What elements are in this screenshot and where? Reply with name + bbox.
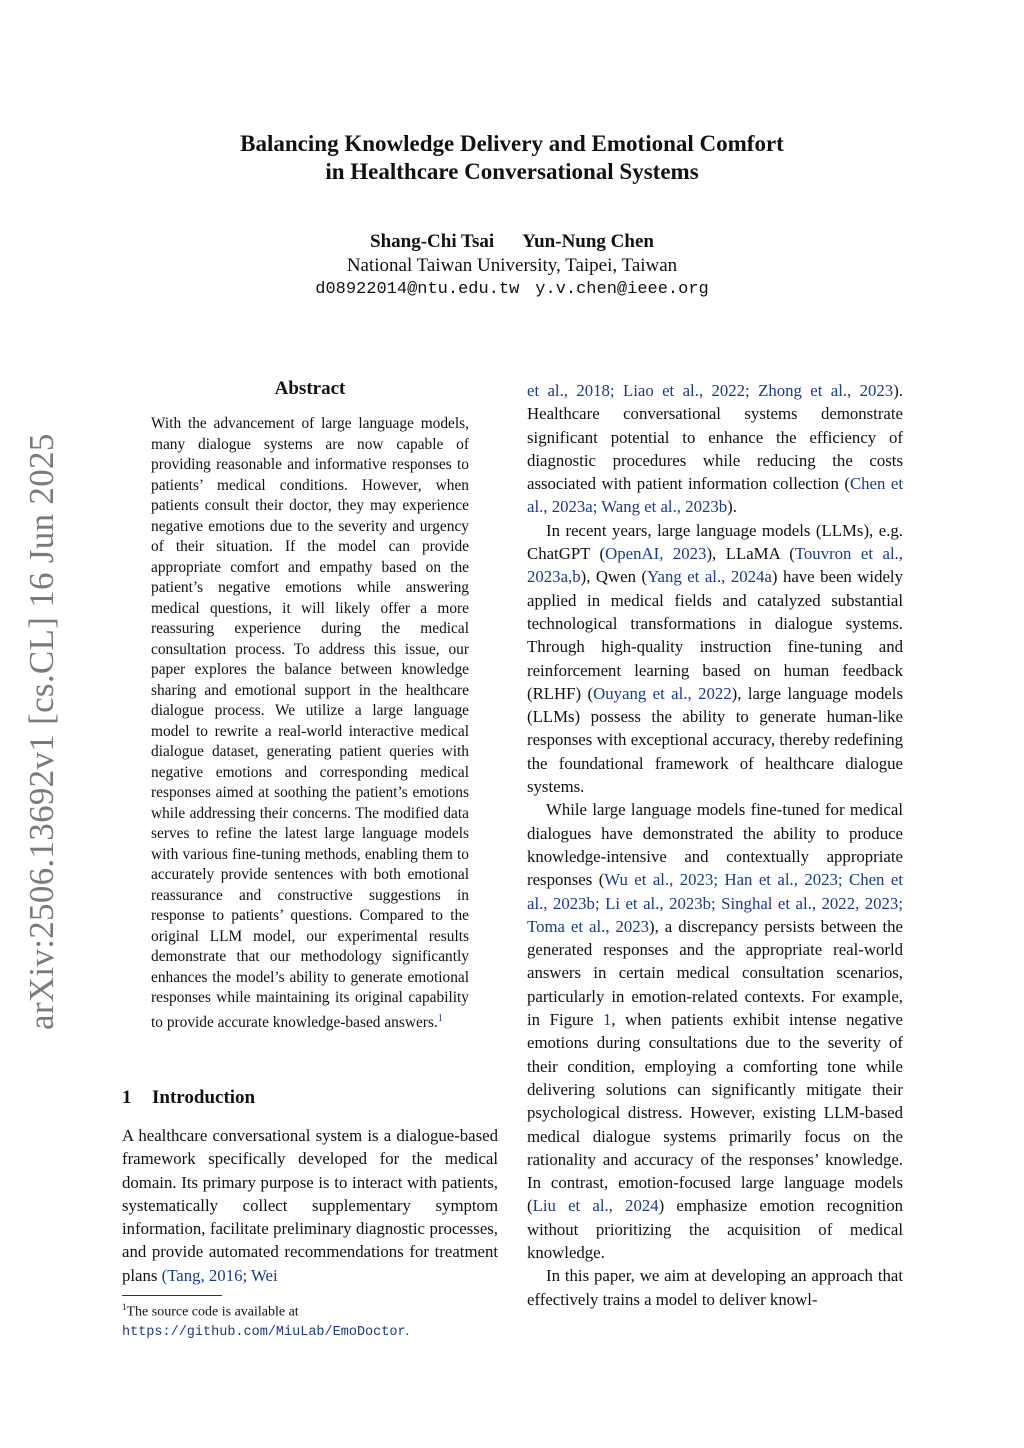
paragraph-text: ), a discrepancy persists between the generated responses and the appropriate real-world answers in certain medical consultation scenarios, particularly in emotion-related contexts. For example, in Figure: [527, 916, 903, 1030]
author-2: Yun-Nung Chen: [522, 231, 654, 252]
email-1[interactable]: d08922014@ntu.edu.tw: [315, 280, 520, 299]
paragraph-text: In recent years, large language models (LLMs), e.g. ChatGPT (: [527, 520, 903, 564]
arxiv-stamp: arXiv:2506.13692v1 [cs.CL] 16 Jun 2025: [22, 433, 61, 1030]
abstract-heading: Abstract: [274, 378, 346, 399]
author-names: [0, 230, 1024, 254]
intro-p1-text: A healthcare conversational system is a dialogue-based framework specifically developed for the medical domain. Its primary purpose is to interact with patients, systematically collect supplementary symptom information, facilitate preliminary diagnostic processes, and provide automated recommendations for treatment plans: [122, 1126, 498, 1285]
paragraph-text: ).: [727, 497, 737, 517]
section-number: 1: [122, 1087, 132, 1108]
paragraph-text: ), large language models (LLMs) possess the ability to generate human-like responses with exceptional accuracy, thereby redefining the foundational framework of healthcare dialogue systems.: [527, 683, 904, 797]
paragraph-discrepancy: [527, 798, 903, 1264]
footnote-url-link[interactable]: https://github.com/MiuLab/EmoDoctor: [122, 1324, 406, 1340]
citation-link[interactable]: Wu et al., 2023; Han et al., 2023; Chen et al., 2023b; Li et al., 2023b; Singhal et al., 2022, 2023; Toma et al., 2023: [527, 870, 903, 936]
footnote-divider: [122, 1295, 222, 1296]
footnote: [122, 1298, 502, 1342]
abstract-body: [151, 414, 469, 1033]
paragraph-text: In this paper, we aim at developing an approach that effectively trains a model to deliver knowl-: [527, 1266, 903, 1309]
intro-paragraph-1: [122, 1124, 498, 1287]
paragraph-text: , when patients exhibit intense negative emotions during consultations due to the severity of their condition, employing a comforting tone while delivering solutions can significantly mitigate their psychological distress. However, existing LLM-based medical dialogue systems primarily focus on the rationality and accuracy of the responses’ knowledge. In contrast, emotion-focused large language models (: [527, 1010, 903, 1216]
author-block: [0, 230, 1024, 302]
citation-link[interactable]: Chen et al., 2023a; Wang et al., 2023b: [527, 474, 904, 517]
author-emails: [0, 278, 1024, 302]
citation-link[interactable]: Ouyang et al., 2022: [593, 683, 732, 703]
email-2[interactable]: y.v.chen@ieee.org: [535, 280, 709, 299]
section-title: Introduction: [152, 1087, 256, 1108]
figure-ref-link[interactable]: 1: [603, 1010, 612, 1030]
citation-link[interactable]: Touvron et al., 2023a,b: [527, 544, 903, 587]
footnote-text: The source code is available at: [126, 1304, 299, 1320]
paragraph-text: ). Healthcare conversational systems demonstrate significant potential to enhance the efficiency of diagnostic procedures while reducing the costs associated with patient information collection (: [527, 381, 903, 494]
paragraph-text: ) have been widely applied in medical fields and catalyzed substantial technological transformations in dialogue systems. Through high-quality instruction fine-tuning and reinforcement learning based on human feedback (RLHF) (: [527, 567, 903, 703]
paragraph-text: ) emphasize emotion recognition without prioritizing the acquisition of medical knowledge.: [527, 1196, 903, 1262]
paragraph-continued: [527, 379, 903, 519]
paragraph-text: While large language models fine-tuned for medical dialogues have demonstrated the ability to produce knowledge-intensive and contextually appropriate responses (: [527, 800, 903, 890]
citation-link[interactable]: (Tang, 2016; Wei: [161, 1265, 278, 1285]
paragraph-llms: [527, 519, 903, 799]
affiliation: National Taiwan University, Taipei, Taiwan: [346, 255, 678, 276]
paragraph-text: ), LLaMA (: [706, 544, 795, 564]
abstract-footnote-mark[interactable]: 1: [437, 1012, 443, 1024]
footnote-mark: 1: [122, 1302, 127, 1312]
citation-link[interactable]: et al., 2018; Liao et al., 2022; Zhong et al., 2023: [527, 381, 894, 400]
title-line-1: Balancing Knowledge Delivery and Emotional Comfort: [240, 131, 784, 156]
right-column: [527, 379, 903, 1311]
abstract-text: With the advancement of large language models, many dialogue systems are now capable of providing reasonable and informative responses to patients’ medical conditions. However, when patients consult their doctor, they may experience negative emotions due to the severity and urgency of their situation. If the model can provide appropriate comfort and empathy based on the patient’s negative emotions while answering medical questions, it will likely offer a more reassuring experience during the medical consultation process. To address this issue, our paper explores the balance between knowledge sharing and emotional support in the healthcare dialogue process. We utilize a large language model to rewrite a real-world interactive medical dialogue dataset, generating patient queries with negative emotions and corresponding medical responses aimed at soothing the patient’s emotions while addressing their concerns. The modified data serves to refine the latest large language models with various fine-tuning methods, enabling them to accurately provide sentences with both emotional reassurance and constructive suggestions in response to patients’ questions. Compared to the original LLM model, our experimental results demonstrate that our methodology significantly enhances the model’s ability to generate emotional responses while maintaining its original capability to provide accurate knowledge-based answers.: [151, 415, 469, 1031]
author-1: Shang-Chi Tsai: [370, 231, 495, 252]
paragraph-this-paper: [527, 1264, 903, 1311]
title-line-2: in Healthcare Conversational Systems: [325, 159, 699, 184]
citation-link[interactable]: Yang et al., 2024a: [647, 567, 772, 587]
paragraph-text: ), Qwen (: [580, 567, 648, 587]
section-heading-introduction: [122, 1087, 502, 1109]
citation-link[interactable]: Liu et al., 2024: [532, 1196, 659, 1216]
paper-title: [0, 130, 1024, 186]
footnote-end: .: [405, 1323, 410, 1339]
citation-link[interactable]: OpenAI, 2023: [605, 544, 707, 564]
